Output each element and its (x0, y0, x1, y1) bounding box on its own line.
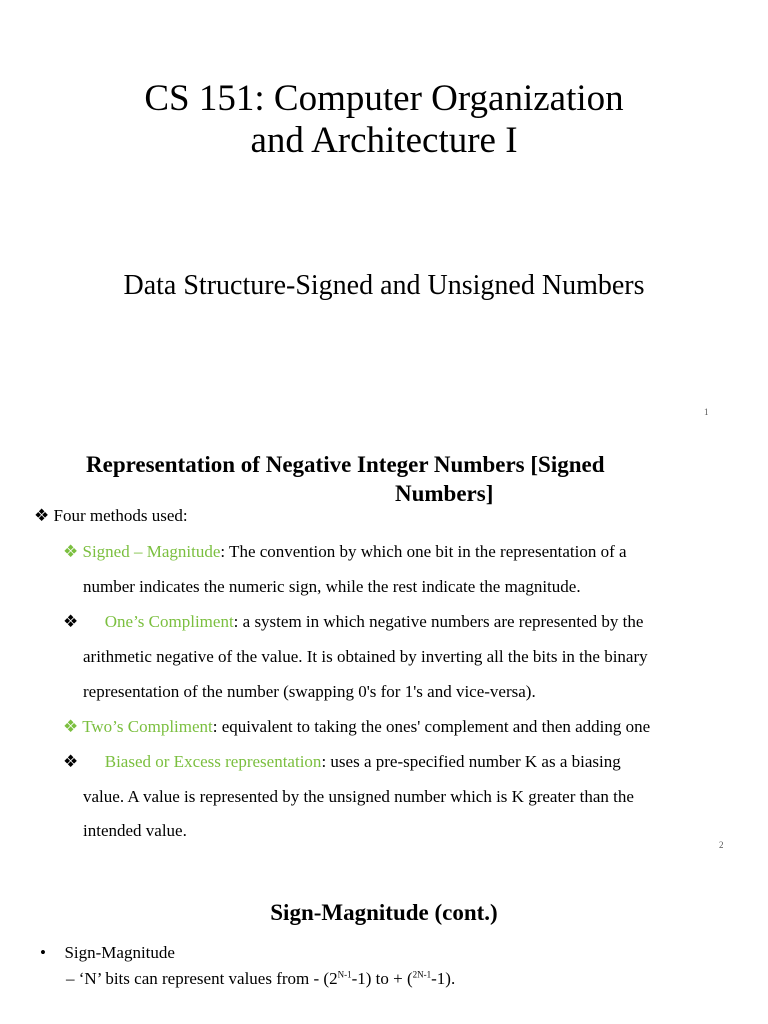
slide2-heading-line2: Numbers] (395, 481, 494, 506)
slide2-heading-line1: Representation of Negative Integer Numbers [Signed (86, 452, 605, 477)
item-term: One’s Compliment (104, 612, 234, 631)
slide3-sub-line (66, 969, 455, 989)
diamond-bullet-icon: ❖ (63, 612, 79, 631)
slide1-title-line1: CS 151: Computer Organization (144, 78, 624, 119)
item-text: : equivalent to taking the ones' complement and then adding one (212, 717, 651, 736)
slide1-subtitle: Data Structure-Signed and Unsigned Numbers (123, 270, 645, 301)
item-text-line: intended value. (83, 821, 187, 840)
sub-mid: -1) to + ( (351, 969, 413, 988)
item-ones-compliment (63, 612, 643, 632)
item-text-line: value. A value is represented by the unsigned number which is K greater than the (83, 787, 634, 806)
sup-exponent-2: 2N-1 (412, 969, 432, 980)
slide2-page-number: 2 (719, 840, 724, 850)
slide3-bullet-line (40, 943, 175, 963)
item-text: : The convention by which one bit in the representation of a (220, 542, 627, 561)
item-biased-excess (63, 752, 621, 772)
diamond-bullet-icon: ❖ (34, 506, 50, 525)
item-text-line: arithmetic negative of the value. It is obtained by inverting all the bits in the binary (83, 647, 648, 666)
diamond-bullet-icon: ❖ (63, 752, 79, 771)
item-term: Signed – Magnitude (82, 542, 221, 561)
sup-exponent-1: N-1 (337, 969, 352, 980)
sub-prefix: – ‘N’ bits can represent values from - (2 (66, 969, 338, 988)
intro-text: Four methods used: (53, 506, 188, 525)
slide1-title-line2: and Architecture I (250, 120, 518, 161)
item-text: : uses a pre-specified number K as a biasing (321, 752, 621, 771)
slide3-heading: Sign-Magnitude (cont.) (270, 900, 498, 925)
round-bullet-icon: • (40, 943, 46, 962)
item-text-line: representation of the number (swapping 0's for 1's and vice-versa). (83, 682, 536, 701)
item-text: : a system in which negative numbers are represented by the (233, 612, 644, 631)
diamond-bullet-icon: ❖ (63, 717, 79, 736)
item-text-line: number indicates the numeric sign, while the rest indicate the magnitude. (83, 577, 581, 596)
item-term: Biased or Excess representation (104, 752, 322, 771)
slide3-bullet-text: Sign-Magnitude (64, 943, 175, 962)
item-signed-magnitude (63, 542, 627, 562)
intro-line (34, 506, 188, 526)
item-twos-compliment (63, 717, 650, 737)
diamond-bullet-icon: ❖ (63, 542, 79, 561)
sub-end: -1). (431, 969, 456, 988)
slide1-page-number: 1 (704, 407, 709, 417)
item-term: Two’s Compliment (82, 717, 213, 736)
